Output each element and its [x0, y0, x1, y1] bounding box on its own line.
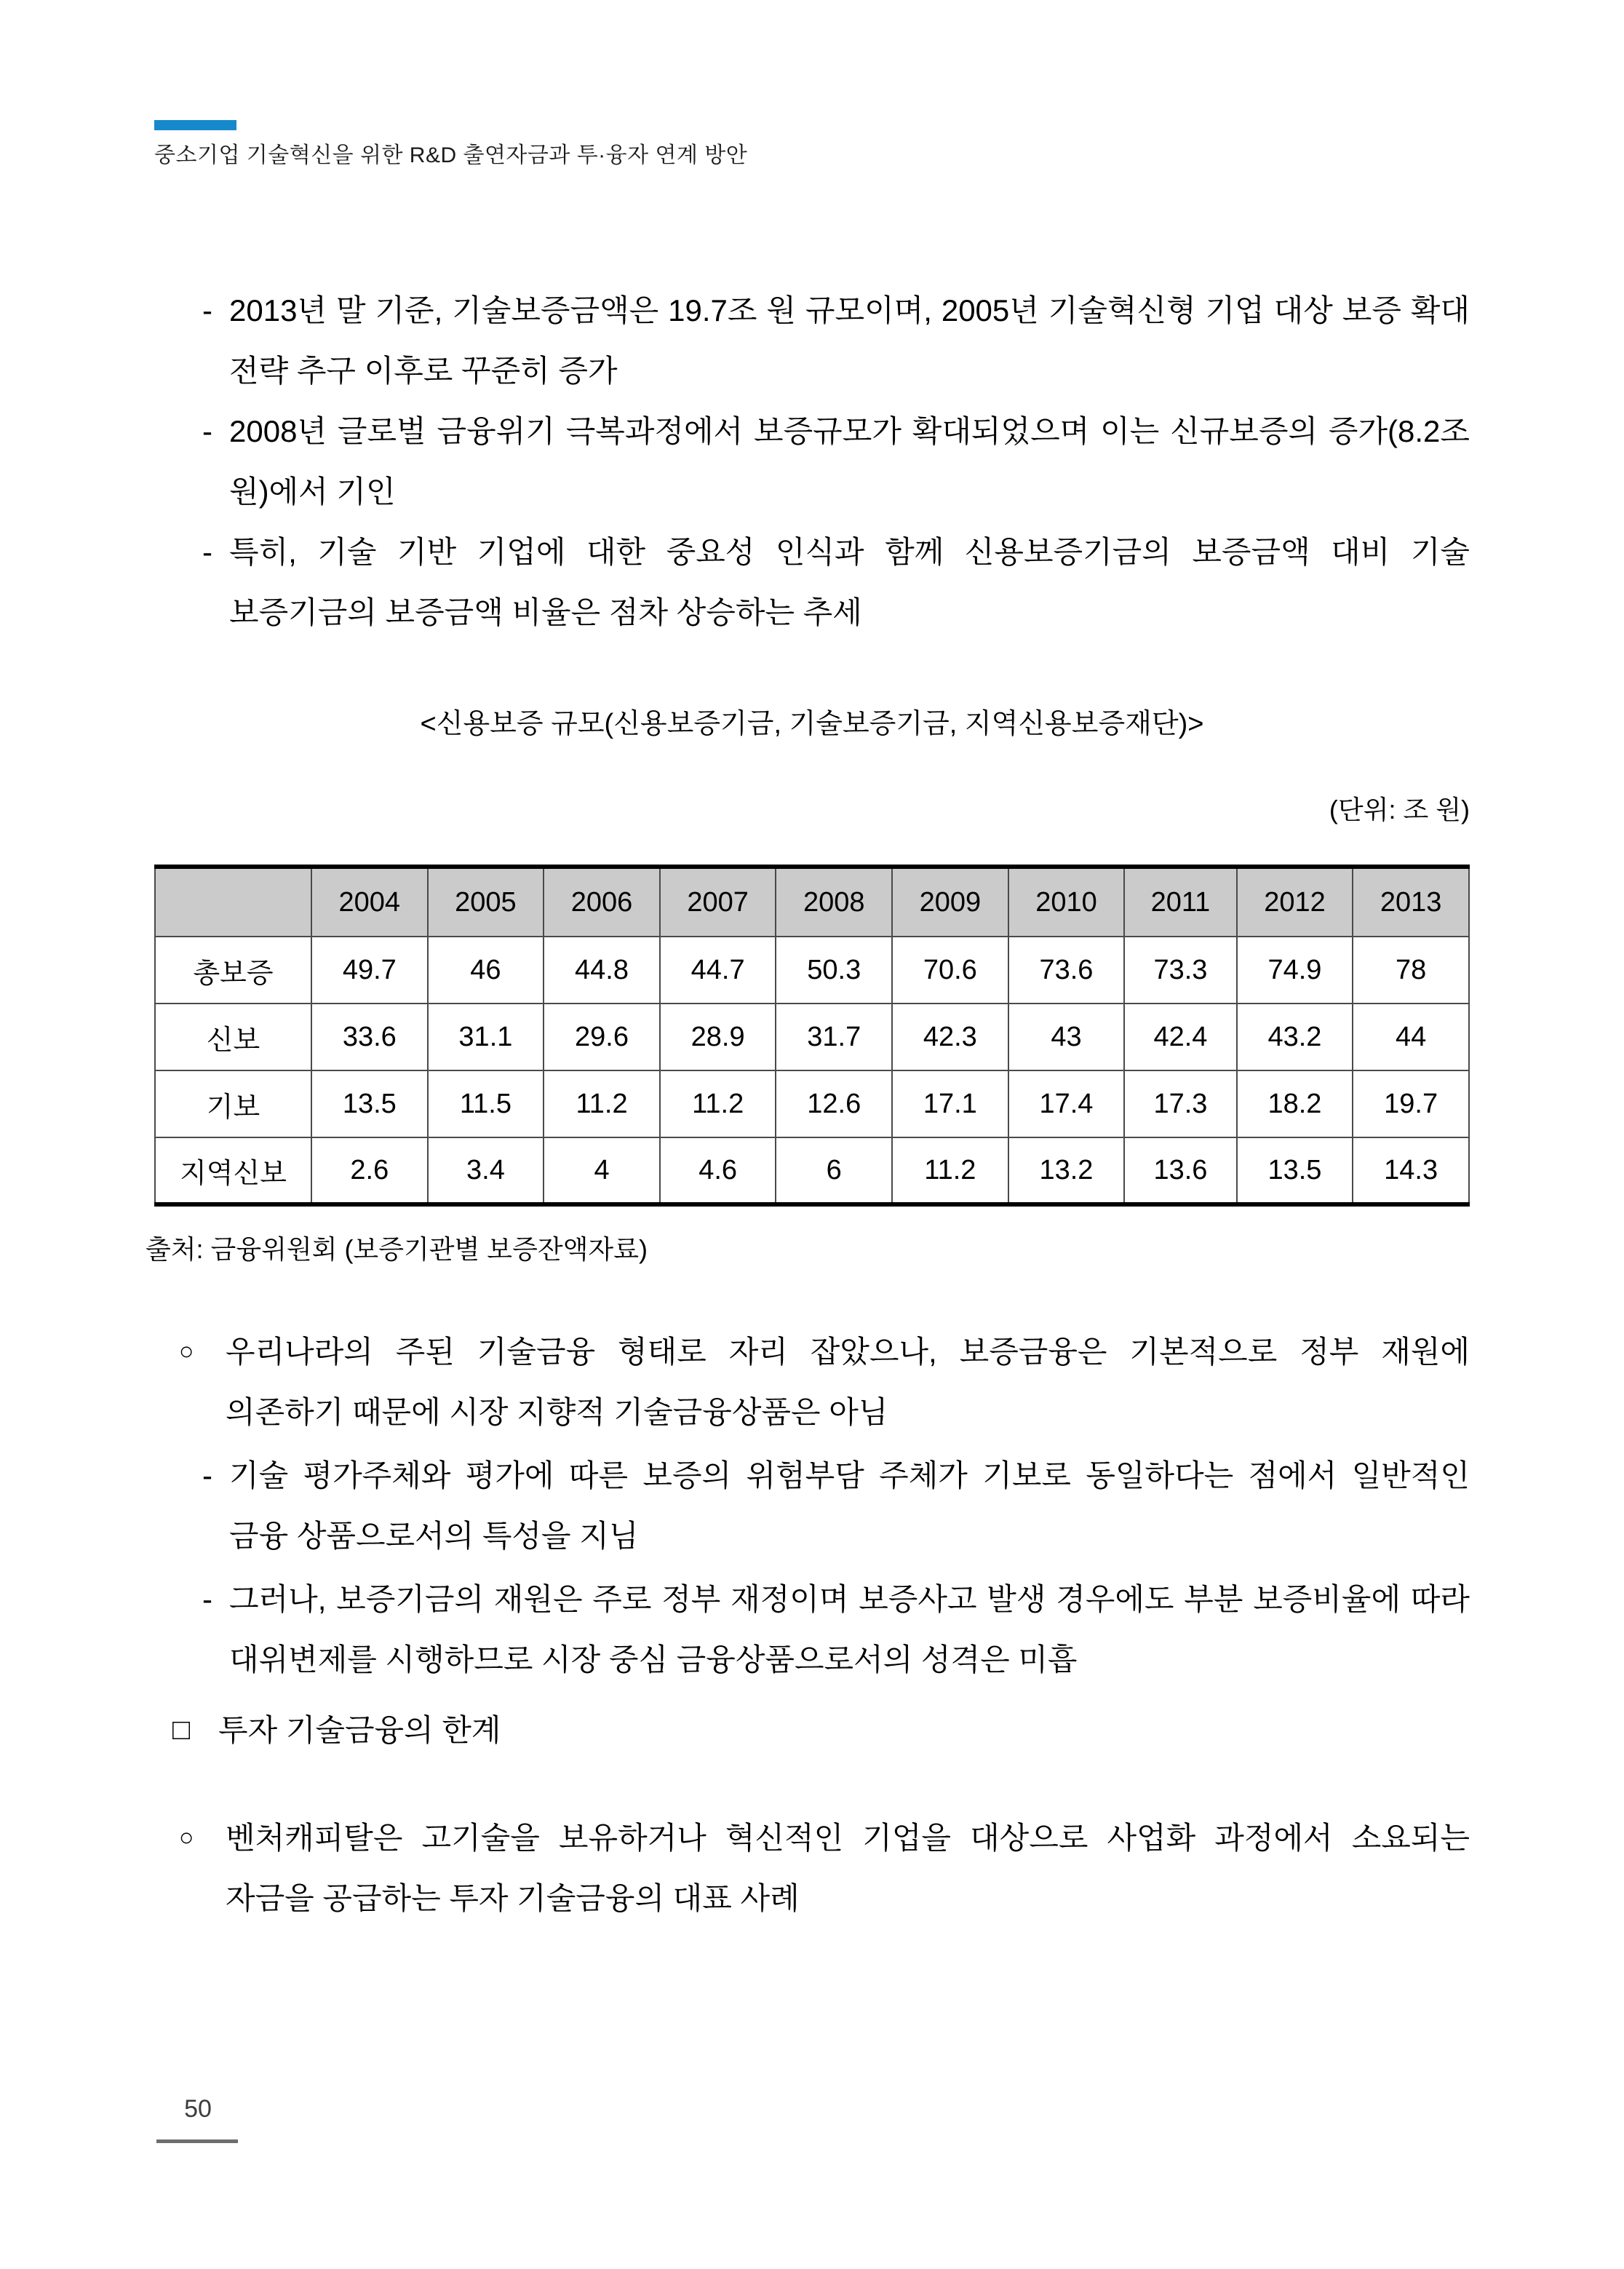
bullet-marker: - [202, 1582, 212, 1616]
value-cell: 4 [544, 1137, 660, 1204]
value-cell: 42.3 [892, 1004, 1008, 1070]
value-cell: 4.6 [660, 1137, 776, 1204]
bullet-item [154, 522, 1470, 643]
value-cell: 70.6 [892, 937, 1008, 1004]
section-heading [154, 1700, 1470, 1760]
corner-header [155, 867, 311, 937]
value-cell: 44.7 [660, 937, 776, 1004]
value-cell: 19.7 [1353, 1070, 1469, 1137]
running-head-title: 중소기업 기술혁신을 위한 R&D 출연자금과 투·융자 연계 방안 [154, 143, 748, 167]
value-cell: 11.2 [892, 1137, 1008, 1204]
year-column-header: 2013 [1353, 867, 1469, 937]
value-cell: 43 [1008, 1004, 1125, 1070]
value-cell: 13.5 [311, 1070, 428, 1137]
year-column-header: 2010 [1008, 867, 1125, 937]
table-row [155, 1004, 1469, 1070]
bullet-marker: - [202, 535, 212, 569]
page-number: 50 [184, 2095, 212, 2123]
row-label-cell: 신보 [155, 1004, 311, 1070]
value-cell: 73.6 [1008, 937, 1125, 1004]
value-cell: 17.3 [1124, 1070, 1236, 1137]
bullet-text: 그러나, 보증기금의 재원은 주로 정부 재정이며 보증사고 발생 경우에도 부분 보증비율에 따라 대위변제를 시행하므로 시장 중심 금융상품으로서의 성격은 미흡 [229, 1582, 1470, 1677]
value-cell: 31.1 [428, 1004, 544, 1070]
bullet-marker: - [202, 1458, 212, 1493]
value-cell: 28.9 [660, 1004, 776, 1070]
bullet-item [154, 1569, 1470, 1690]
top-bullet-list [154, 280, 1470, 643]
bottom-bullet-list [154, 1322, 1470, 1690]
table-source-note: 출처: 금융위원회 (보증기관별 보증잔액자료) [146, 1234, 648, 1264]
value-cell: 11.5 [428, 1070, 544, 1137]
bullet-marker: - [202, 293, 212, 327]
value-cell: 44.8 [544, 937, 660, 1004]
value-cell: 74.9 [1237, 937, 1353, 1004]
bullet-item [154, 1445, 1470, 1566]
value-cell: 50.3 [776, 937, 892, 1004]
year-column-header: 2012 [1237, 867, 1353, 937]
value-cell: 44 [1353, 1004, 1469, 1070]
row-label-cell: 지역신보 [155, 1137, 311, 1204]
year-column-header: 2011 [1124, 867, 1236, 937]
bullet-text: 우리나라의 주된 기술금융 형태로 자리 잡았으나, 보증금융은 기본적으로 정부 재원에 의존하기 때문에 시장 지향적 기술금융상품은 아님 [226, 1335, 1470, 1429]
bullet-item [154, 1322, 1470, 1442]
value-cell: 11.2 [544, 1070, 660, 1137]
bullet-text: 2008년 글로벌 금융위기 극복과정에서 보증규모가 확대되었으며 이는 신규보증의 증가(8.2조 원)에서 기인 [229, 414, 1470, 509]
value-cell: 13.6 [1124, 1137, 1236, 1204]
value-cell: 29.6 [544, 1004, 660, 1070]
value-cell: 11.2 [660, 1070, 776, 1137]
year-column-header: 2009 [892, 867, 1008, 937]
table-row [155, 1070, 1469, 1137]
value-cell: 2.6 [311, 1137, 428, 1204]
value-cell: 3.4 [428, 1137, 544, 1204]
table-title: <신용보증 규모(신용보증기금, 기술보증기금, 지역신용보증재단)> [420, 709, 1204, 739]
year-column-header: 2006 [544, 867, 660, 937]
table-unit-note: (단위: 조 원) [1329, 795, 1470, 824]
guarantee-table-head-row [155, 867, 1469, 937]
year-column-header: 2004 [311, 867, 428, 937]
bullet-item [154, 1808, 1470, 1928]
value-cell: 17.4 [1008, 1070, 1125, 1137]
bullet-marker: - [202, 414, 212, 448]
value-cell: 33.6 [311, 1004, 428, 1070]
year-column-header: 2007 [660, 867, 776, 937]
bullet-text: 벤처캐피탈은 고기술을 보유하거나 혁신적인 기업을 대상으로 사업화 과정에서 소요되는 자금을 공급하는 투자 기술금융의 대표 사례 [226, 1821, 1470, 1915]
value-cell: 14.3 [1353, 1137, 1469, 1204]
value-cell: 18.2 [1237, 1070, 1353, 1137]
section-heading-text: 투자 기술금융의 한계 [218, 1713, 501, 1747]
guarantee-table-body [155, 937, 1469, 1204]
value-cell: 43.2 [1237, 1004, 1353, 1070]
value-cell: 73.3 [1124, 937, 1236, 1004]
value-cell: 6 [776, 1137, 892, 1204]
value-cell: 46 [428, 937, 544, 1004]
bullet-text: 특히, 기술 기반 기업에 대한 중요성 인식과 함께 신용보증기금의 보증금액 대비 기술 보증기금의 보증금액 비율은 점차 상승하는 추세 [229, 535, 1470, 629]
table-row [155, 937, 1469, 1004]
bullet-marker: ○ [179, 1824, 194, 1851]
guarantee-table [154, 865, 1470, 1207]
year-column-header: 2008 [776, 867, 892, 937]
bullet-text: 기술 평가주체와 평가에 따른 보증의 위험부담 주체가 기보로 동일하다는 점에서 일반적인 금융 상품으로서의 특성을 지님 [229, 1458, 1470, 1553]
value-cell: 49.7 [311, 937, 428, 1004]
row-label-cell: 기보 [155, 1070, 311, 1137]
value-cell: 13.2 [1008, 1137, 1125, 1204]
section-heading-marker: □ [172, 1714, 191, 1746]
row-label-cell: 총보증 [155, 937, 311, 1004]
value-cell: 78 [1353, 937, 1469, 1004]
year-column-header: 2005 [428, 867, 544, 937]
page-content [146, 0, 1470, 1928]
value-cell: 31.7 [776, 1004, 892, 1070]
bullet-marker: ○ [179, 1338, 194, 1365]
value-cell: 17.1 [892, 1070, 1008, 1137]
value-cell: 42.4 [1124, 1004, 1236, 1070]
bullet-item [154, 401, 1470, 522]
value-cell: 12.6 [776, 1070, 892, 1137]
bullet-item [154, 280, 1470, 401]
table-row [155, 1137, 1469, 1204]
bullet-text: 2013년 말 기준, 기술보증금액은 19.7조 원 규모이며, 2005년 기술혁신형 기업 대상 보증 확대 전략 추구 이후로 꾸준히 증가 [229, 293, 1470, 388]
value-cell: 13.5 [1237, 1137, 1353, 1204]
footer-rule [156, 2139, 238, 2143]
